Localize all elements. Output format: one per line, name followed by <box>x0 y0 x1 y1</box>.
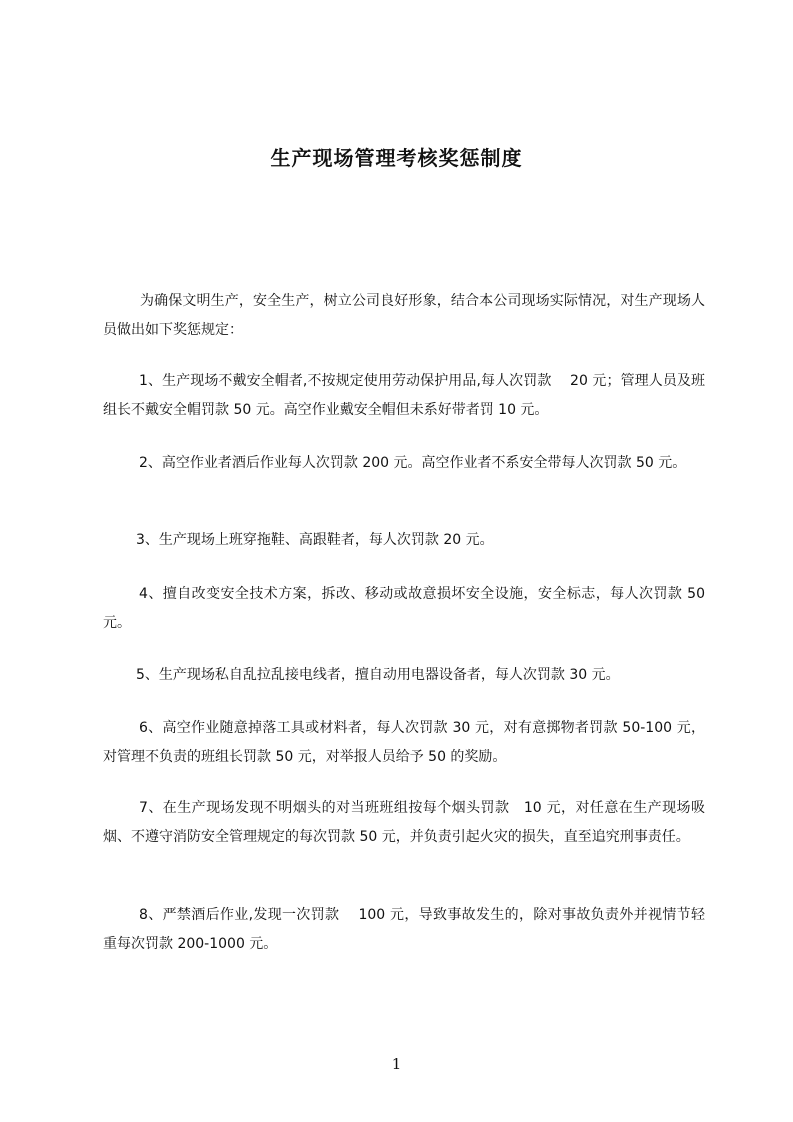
rule-paragraph-2: 2、高空作业者酒后作业每人次罚款 200 元。高空作业者不系安全带每人次罚款 50 元。 <box>139 455 687 471</box>
page-number: 1 <box>391 1055 402 1073</box>
rule-paragraph-7: 7、在生产现场发现不明烟头的对当班班组按每个烟头罚款 10 元，对任意在生产现场吸烟、不遵守消防安全管理规定的每次罚款 50 元，并负责引起火灾的损失，直至追究刑事责任。 <box>103 800 705 845</box>
rule-paragraph-5: 5、生产现场私自乱拉乱接电线者，擅自动用电器设备者，每人次罚款 30 元。 <box>136 667 620 683</box>
rule-paragraph-4: 4、擅自改变安全技术方案，拆改、移动或故意损坏安全设施，安全标志，每人次罚款 50 元。 <box>103 586 705 631</box>
rule-paragraph-8: 8、严禁酒后作业,发现一次罚款 100 元，导致事故发生的，除对事故负责外并视情节轻重每次罚款 200-1000 元。 <box>103 907 705 952</box>
rule-paragraph-1: 1、生产现场不戴安全帽者,不按规定使用劳动保护用品,每人次罚款 20 元；管理人员及班组长不戴安全帽罚款 50 元。高空作业戴安全帽但未系好带者罚 10 元。 <box>103 373 705 418</box>
document-title: 生产现场管理考核奖惩制度 <box>270 146 523 170</box>
rule-paragraph-3: 3、生产现场上班穿拖鞋、高跟鞋者，每人次罚款 20 元。 <box>136 532 494 548</box>
intro-paragraph: 为确保文明生产，安全生产，树立公司良好形象，结合本公司现场实际情况，对生产现场人员做出如下奖惩规定： <box>103 293 705 338</box>
rule-paragraph-6: 6、高空作业随意掉落工具或材料者，每人次罚款 30 元，对有意掷物者罚款 50-100 元，对管理不负责的班组长罚款 50 元，对举报人员给予 50 的奖励。 <box>103 720 705 765</box>
